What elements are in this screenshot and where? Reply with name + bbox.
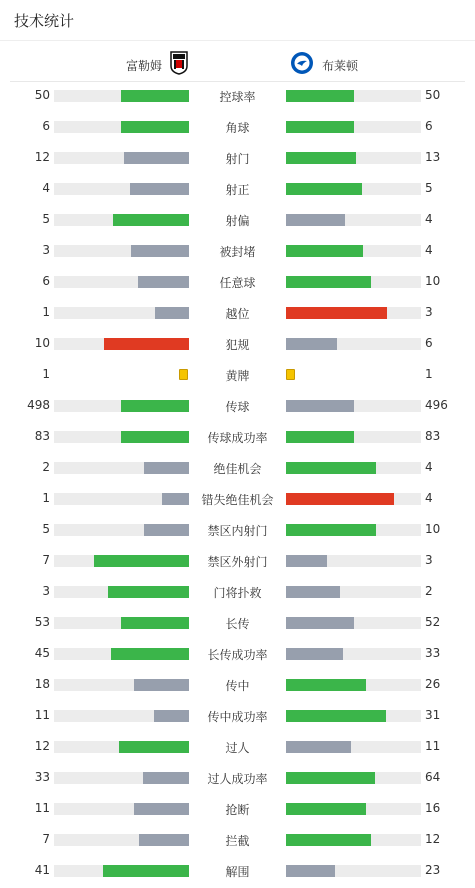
home-bar: [94, 555, 189, 567]
stat-row: [0, 422, 475, 453]
home-bar: [162, 493, 189, 505]
home-bar-track: [54, 741, 189, 753]
away-bar-track: [286, 400, 421, 412]
away-bar: [286, 307, 387, 319]
stat-row: [0, 81, 475, 112]
home-value: 7: [42, 832, 50, 846]
home-team-name: 富勒姆: [125, 58, 162, 73]
stat-label: 犯规: [225, 338, 250, 352]
stat-row: [0, 732, 475, 763]
home-bar: [154, 710, 189, 722]
home-bar: [121, 90, 189, 102]
home-bar-track: [54, 214, 189, 226]
home-value: 3: [42, 243, 50, 257]
home-bar: [139, 834, 189, 846]
home-bar-track: [54, 183, 189, 195]
stat-row: [0, 360, 475, 391]
home-bar-track: [54, 121, 189, 133]
fulham-crest-icon: [170, 51, 188, 79]
away-bar-track: [286, 865, 421, 877]
away-bar: [286, 90, 354, 102]
stat-row: [0, 763, 475, 794]
home-value: 83: [34, 429, 50, 443]
home-team[interactable]: [126, 51, 188, 79]
home-bar-track: [54, 276, 189, 288]
away-value: 26: [425, 677, 441, 691]
stat-row: [0, 236, 475, 267]
away-team-name: 布莱顿: [322, 58, 359, 73]
home-bar-track: [54, 586, 189, 598]
away-bar: [286, 617, 354, 629]
home-yellow-card-icon: [179, 369, 188, 380]
away-bar: [286, 555, 327, 567]
home-bar: [103, 865, 189, 877]
stat-row: [0, 298, 475, 329]
home-value: 50: [34, 88, 50, 102]
away-team[interactable]: [290, 51, 358, 79]
stat-row: [0, 794, 475, 825]
away-bar-track: [286, 586, 421, 598]
home-bar: [131, 245, 189, 257]
away-bar-track: [286, 617, 421, 629]
stat-label: 角球: [225, 121, 250, 135]
home-bar: [108, 586, 189, 598]
home-value: 12: [34, 739, 50, 753]
away-bar: [286, 338, 337, 350]
home-bar-track: [54, 90, 189, 102]
away-value: 16: [425, 801, 441, 815]
away-bar-track: [286, 803, 421, 815]
away-bar-track: [286, 431, 421, 443]
home-bar: [144, 462, 189, 474]
stat-label: 传中成功率: [207, 710, 268, 724]
away-value: 11: [425, 739, 441, 753]
away-value: 33: [425, 646, 441, 660]
home-value: 7: [42, 553, 50, 567]
away-bar-track: [286, 183, 421, 195]
away-bar: [286, 121, 354, 133]
home-value: 2: [42, 460, 50, 474]
away-bar: [286, 152, 356, 164]
stat-label: 控球率: [219, 90, 256, 104]
stat-row: [0, 112, 475, 143]
away-bar-track: [286, 772, 421, 784]
stat-row: [0, 856, 475, 887]
away-value: 6: [425, 336, 433, 350]
stat-row: [0, 608, 475, 639]
away-value: 52: [425, 615, 441, 629]
away-bar-track: [286, 834, 421, 846]
home-bar-track: [54, 152, 189, 164]
away-bar-track: [286, 121, 421, 133]
home-value: 1: [42, 367, 50, 381]
stat-label: 传球: [225, 400, 250, 414]
home-value: 1: [42, 305, 50, 319]
home-bar-track: [54, 617, 189, 629]
home-bar-track: [54, 493, 189, 505]
stat-row: [0, 701, 475, 732]
away-bar-track: [286, 90, 421, 102]
stat-row: [0, 267, 475, 298]
away-value: 3: [425, 305, 433, 319]
away-bar: [286, 648, 343, 660]
home-value: 10: [34, 336, 50, 350]
home-bar: [113, 214, 189, 226]
away-value: 1: [425, 367, 433, 381]
stat-label: 任意球: [219, 276, 256, 290]
away-bar: [286, 865, 335, 877]
away-value: 31: [425, 708, 441, 722]
stat-label: 被封堵: [219, 245, 256, 259]
home-bar: [124, 152, 189, 164]
stat-row: [0, 143, 475, 174]
home-bar: [111, 648, 189, 660]
home-bar-track: [54, 710, 189, 722]
stat-row: [0, 670, 475, 701]
away-bar-track: [286, 555, 421, 567]
home-value: 4: [42, 181, 50, 195]
home-bar: [121, 431, 189, 443]
header: [0, 0, 475, 40]
away-bar: [286, 245, 363, 257]
away-bar: [286, 772, 375, 784]
away-bar: [286, 462, 376, 474]
teams-bar: [0, 41, 475, 81]
away-bar-track: [286, 152, 421, 164]
away-bar-track: [286, 214, 421, 226]
home-bar: [155, 307, 189, 319]
stat-label: 长传成功率: [207, 648, 268, 662]
away-value: 4: [425, 212, 433, 226]
home-value: 45: [34, 646, 50, 660]
away-bar-track: [286, 710, 421, 722]
away-bar: [286, 493, 394, 505]
away-bar-track: [286, 741, 421, 753]
home-value: 12: [34, 150, 50, 164]
stat-label: 射正: [225, 183, 250, 197]
stat-label: 传球成功率: [207, 431, 268, 445]
away-value: 5: [425, 181, 433, 195]
away-bar-track: [286, 493, 421, 505]
away-value: 83: [425, 429, 441, 443]
home-value: 5: [42, 522, 50, 536]
stat-row: [0, 546, 475, 577]
away-value: 64: [425, 770, 441, 784]
stat-row: [0, 639, 475, 670]
home-value: 3: [42, 584, 50, 598]
away-bar: [286, 834, 371, 846]
away-bar: [286, 586, 340, 598]
away-bar-track: [286, 338, 421, 350]
home-bar: [134, 803, 189, 815]
home-bar: [138, 276, 189, 288]
stat-label: 射门: [225, 152, 250, 166]
home-bar-track: [54, 431, 189, 443]
stat-label: 过人: [225, 741, 250, 755]
home-bar-track: [54, 803, 189, 815]
away-bar: [286, 679, 366, 691]
stat-label: 禁区内射门: [207, 524, 268, 538]
home-bar-track: [54, 400, 189, 412]
away-bar: [286, 710, 386, 722]
away-value: 4: [425, 243, 433, 257]
stat-label: 射偏: [225, 214, 250, 228]
home-bar-track: [54, 772, 189, 784]
away-value: 4: [425, 460, 433, 474]
home-bar-track: [54, 834, 189, 846]
stat-label: 解围: [225, 865, 250, 879]
away-value: 6: [425, 119, 433, 133]
stat-label: 抢断: [225, 803, 250, 817]
stat-row: [0, 515, 475, 546]
home-bar: [143, 772, 189, 784]
home-bar: [134, 679, 189, 691]
stat-row: [0, 825, 475, 856]
stat-row: [0, 174, 475, 205]
stat-row: [0, 453, 475, 484]
away-value: 4: [425, 491, 433, 505]
page-title: 技术统计: [14, 12, 75, 30]
home-bar-track: [54, 338, 189, 350]
stat-label: 越位: [225, 307, 250, 321]
home-value: 33: [34, 770, 50, 784]
home-bar-track: [54, 462, 189, 474]
stat-row: [0, 205, 475, 236]
stat-row: [0, 391, 475, 422]
away-value: 10: [425, 522, 441, 536]
home-bar: [104, 338, 189, 350]
home-bar-track: [54, 865, 189, 877]
home-value: 498: [27, 398, 50, 412]
brighton-crest-icon: [290, 51, 314, 79]
home-value: 11: [34, 801, 50, 815]
away-bar: [286, 214, 345, 226]
stat-row: [0, 329, 475, 360]
away-bar-track: [286, 276, 421, 288]
away-bar-track: [286, 245, 421, 257]
away-bar-track: [286, 462, 421, 474]
away-value: 50: [425, 88, 441, 102]
home-value: 5: [42, 212, 50, 226]
away-value: 13: [425, 150, 441, 164]
home-value: 53: [34, 615, 50, 629]
away-value: 496: [425, 398, 448, 412]
stat-label: 黄牌: [225, 369, 250, 383]
away-value: 2: [425, 584, 433, 598]
home-bar-track: [54, 307, 189, 319]
away-yellow-card-icon: [286, 369, 295, 380]
home-value: 41: [34, 863, 50, 877]
stat-label: 长传: [225, 617, 250, 631]
away-bar: [286, 400, 354, 412]
away-bar-track: [286, 307, 421, 319]
away-bar: [286, 741, 351, 753]
away-bar-track: [286, 679, 421, 691]
away-value: 3: [425, 553, 433, 567]
stat-label: 传中: [225, 679, 250, 693]
home-bar: [121, 121, 189, 133]
stat-row: [0, 577, 475, 608]
stat-label: 错失绝佳机会: [201, 493, 274, 507]
home-bar-track: [54, 524, 189, 536]
away-value: 12: [425, 832, 441, 846]
home-value: 6: [42, 119, 50, 133]
home-value: 1: [42, 491, 50, 505]
away-bar-track: [286, 648, 421, 660]
home-bar: [144, 524, 189, 536]
home-bar-track: [54, 679, 189, 691]
home-bar-track: [54, 555, 189, 567]
stat-label: 禁区外射门: [207, 555, 268, 569]
stat-label: 过人成功率: [207, 772, 268, 786]
home-bar: [121, 400, 189, 412]
away-bar: [286, 183, 362, 195]
home-bar: [130, 183, 189, 195]
stat-label: 绝佳机会: [213, 462, 262, 476]
stat-label: 门将扑救: [213, 586, 262, 600]
home-bar-track: [54, 245, 189, 257]
home-value: 11: [34, 708, 50, 722]
away-value: 23: [425, 863, 441, 877]
away-bar: [286, 276, 371, 288]
stat-label: 拦截: [225, 834, 250, 848]
away-bar-track: [286, 524, 421, 536]
home-bar: [119, 741, 189, 753]
away-value: 10: [425, 274, 441, 288]
home-value: 6: [42, 274, 50, 288]
away-bar: [286, 524, 376, 536]
stat-row: [0, 484, 475, 515]
home-bar: [121, 617, 189, 629]
home-value: 18: [34, 677, 50, 691]
home-bar-track: [54, 648, 189, 660]
away-bar: [286, 803, 366, 815]
away-bar: [286, 431, 354, 443]
